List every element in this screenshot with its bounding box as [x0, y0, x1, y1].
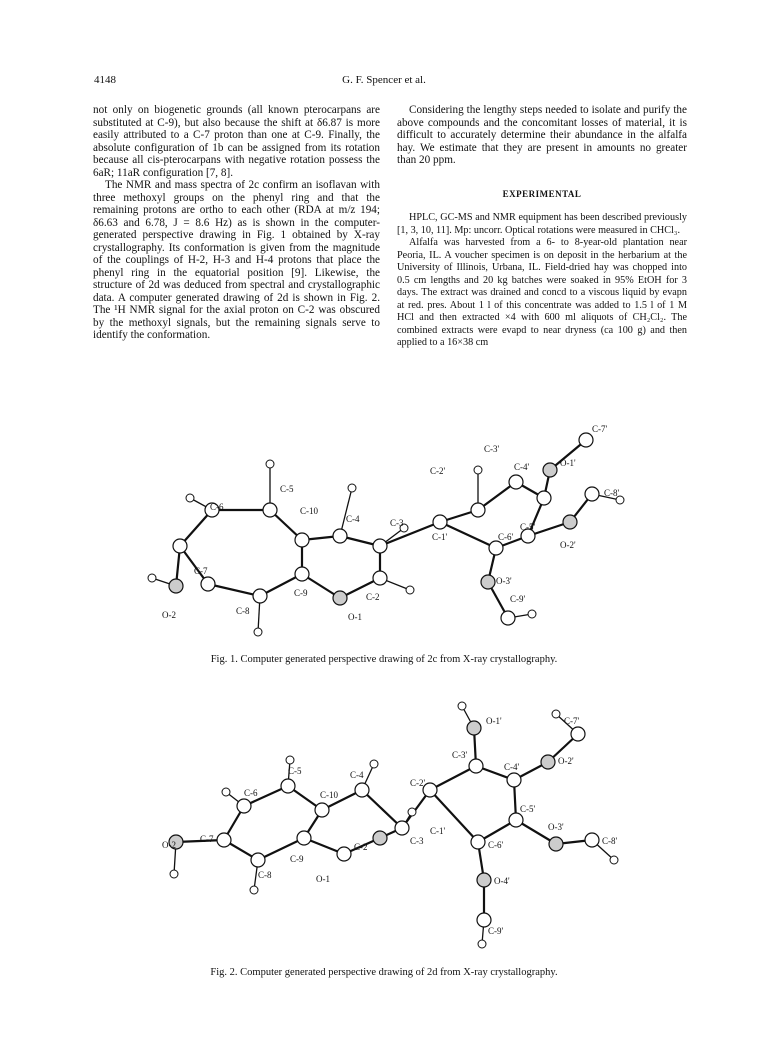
atom-label: O-2' [558, 756, 574, 766]
atom-label: O-2 [162, 840, 176, 850]
atom-labels [162, 424, 620, 622]
atom-label: C-3 [390, 518, 404, 528]
atom-labels [162, 716, 618, 936]
atom-label: C-8 [236, 606, 250, 616]
atom-label: O-1' [486, 716, 502, 726]
atom-label: C-8' [602, 836, 618, 846]
atom-label: O-3' [548, 822, 564, 832]
atom-label: C-10 [300, 506, 318, 516]
atom-label: C-4 [346, 514, 360, 524]
atom-label: C-5 [288, 766, 302, 776]
page-number: 4148 [94, 74, 116, 86]
atom-label: C-5' [520, 522, 536, 532]
atom-label: O-4' [494, 876, 510, 886]
atom-label: C-9 [294, 588, 308, 598]
atom-label: O-3' [496, 576, 512, 586]
section-heading: EXPERIMENTAL [502, 188, 582, 199]
atom-label: C-6' [488, 840, 504, 850]
atom-label: C-6 [244, 788, 258, 798]
atom-label: O-1 [348, 612, 362, 622]
atom-label: C-2' [410, 778, 426, 788]
paragraph: Alfalfa was harvested from a 6- to 8-year-old plantation near Peoria, IL. A voucher specimen is on deposit in the herbarium at the University of Illinois, Urbana, IL. Field-dried hay was chopped into 0.5 cm lengths and 20 kg batches were soaked in 95% EtOH for 3 days. The extract was drained and concd to a viscous liquid by evapn at red. pres. About 1 l of this concentrate was added to 1.5 l of 1 M HCl and then extracted ×4 with 600 ml aliquots of CH₂Cl₂. The combined extracts were evapd to near dryness (ca 100 g) and then applied to a 16×38 cm [397, 237, 687, 348]
atom-label: O-2' [560, 540, 576, 550]
running-head: G. F. Spencer et al. [342, 74, 426, 86]
atom-label: C-4' [504, 762, 520, 772]
figure-1-drawing [140, 418, 660, 650]
atom-label: C-3 [410, 836, 424, 846]
atom-label: C-7 [200, 834, 214, 844]
figure-1-caption: Fig. 1. Computer generated perspective drawing of 2c from X-ray crystallography. [210, 654, 558, 665]
atom-label: C-5 [280, 484, 294, 494]
atom-label: C-9' [488, 926, 504, 936]
atom-label: C-6' [498, 532, 514, 542]
paragraph: Considering the lengthy steps needed to isolate and purify the above compounds and the concomitant losses of material, it is difficult to accurately determine their abundance in the alfalfa hay. We estimate that they are present in amounts no greater than 20 ppm. [397, 104, 687, 166]
atom-label: C-6 [210, 502, 224, 512]
atom-label: C-3' [484, 444, 500, 454]
atom-label: C-1' [432, 532, 448, 542]
paragraph: not only on biogenetic grounds (all known pterocarpans are substituted at C-9), but also because the shift at δ6.87 is more easily attributed to a C-7 proton than one at C-9. Finally, the absolute configuration of 1b can be assigned from its rotation because all cis-pterocarpans with negative rotation possess the 6aR; 11aR configuration [7, 8]. [93, 104, 380, 179]
atom-label: C-10 [320, 790, 338, 800]
atom-label: C-7 [194, 566, 208, 576]
paragraph: The NMR and mass spectra of 2c confirm an isoflavan with three methoxyl groups on the phenyl ring and that the remaining protons are ortho to each other (RDA at m/z 194; δ6.63 and 6.78, J = 8.6 Hz) as is shown in the computer-generated perspective drawing in Fig. 1 obtained by X-ray crystallography. Its conformation is given from the magnitude of the couplings of H-2, H-3 and H-4 protons that place the phenyl ring in the equatorial position [9]. Likewise, the structure of 2d was deduced from spectral and crystallographic data. A computer generated drawing of 2d is shown in Fig. 2. The ¹H NMR signal for the axial proton on C-2 was obscured by the methoxyl signals, but the remaining signals serve to identify the conformation. [93, 179, 380, 341]
atom-label: C-4' [514, 462, 530, 472]
figure-2-caption: Fig. 2. Computer generated perspective drawing of 2d from X-ray crystallography. [210, 967, 558, 978]
atom-label: C-1' [430, 826, 446, 836]
atom-label: C-4 [350, 770, 364, 780]
atom-label: O-2 [162, 610, 176, 620]
atom-label: O-1 [316, 874, 330, 884]
paragraph: HPLC, GC-MS and NMR equipment has been described previously [1, 3, 10, 11]. Mp: uncorr. Optical rotations were measured in CHCl₃. [397, 212, 687, 236]
atom-label: C-8 [258, 870, 272, 880]
atom-label: C-8' [604, 488, 620, 498]
atom-label: O-1' [560, 458, 576, 468]
bonds [176, 728, 592, 920]
atom-label: C-2 [366, 592, 380, 602]
atom-label: C-2' [430, 466, 446, 476]
right-column [397, 104, 687, 350]
left-column [93, 104, 380, 342]
atom-label: C-7' [592, 424, 608, 434]
atom-label: C-3' [452, 750, 468, 760]
atom-label: C-5' [520, 804, 536, 814]
figure-2-drawing [140, 694, 660, 952]
atom-label: C-9' [510, 594, 526, 604]
atom-label: C-7' [564, 716, 580, 726]
atom-label: C-9 [290, 854, 304, 864]
atom-label: C-2 [354, 842, 368, 852]
